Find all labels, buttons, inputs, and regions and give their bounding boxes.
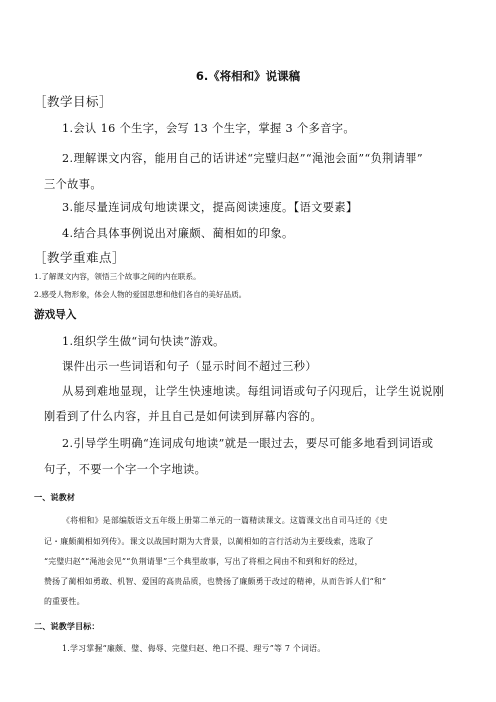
section1-line-3: “完璧归赵”“渑池会见”“负荆请罪”三个典型故事，写出了将相之间由不和到和好的经过，	[44, 557, 363, 566]
keypoints-heading: ［教学重难点］	[34, 250, 126, 265]
section2-heading: 二、说教学目标：	[34, 621, 100, 631]
goal-item-2-cont: 三个故事。	[44, 178, 102, 191]
intro-item-3: 从易到难地显现，让学生快速地读。每组词语或句子闪现后，让学生说说刚	[62, 385, 445, 398]
section1-line-2: 记・廉颇蔺相如列传》。课文以战国时期为大背景，以蔺相如的言行活动为主要线索，选取了	[44, 537, 374, 546]
keypoint-item-1: 1.了解课文内容，领悟三个故事之间的内在联系。	[34, 272, 201, 281]
goal-item-1: 1.会认 16 个生字，会写 13 个生字，掌握 3 个多音字。	[62, 122, 355, 135]
intro-item-1: 1.组织学生做“词句快读”游戏。	[62, 335, 225, 348]
intro-item-2: 课件出示一些词语和句子（显示时间不超过三秒）	[62, 360, 317, 373]
section1-heading: 一、说教材	[34, 492, 75, 502]
intro-heading: 游戏导入	[34, 309, 77, 321]
goal-item-3: 3.能尽量连词成句地读课文，提高阅读速度。【语文要素】	[62, 201, 358, 214]
keypoint-item-2: 2.感受人物形象，体会人物的爱国思想和他们各自的美好品质。	[34, 290, 247, 299]
intro-item-4: 2.引导学生明确“连词成句地读”就是一眼过去，要尽可能多地看到词语或	[62, 437, 434, 450]
section1-line-1: 《将相和》是部编版语文五年级上册第二单元的一篇精读课文。这篇课文出自司马迁的《史	[62, 516, 388, 525]
section1-line-4: 赞扬了蔺相如勇敢、机智、爱国的高贵品质，也赞扬了廉颇勇于改过的精神，从而告诉人们“和”	[44, 577, 387, 586]
goal-item-2: 2.理解课文内容，能用自己的话讲述“完璧归赵”“渑池会面”“负荆请罪”	[62, 152, 424, 165]
goals-heading: ［教学目标］	[34, 94, 113, 109]
intro-item-4-cont: 句子，不要一个字一个字地读。	[44, 463, 207, 476]
section1-line-5: 的重要性。	[44, 597, 85, 606]
goal-item-4: 4.结合具体事例说出对廉颇、蔺相如的印象。	[62, 227, 294, 240]
intro-item-3-cont: 刚看到了什么内容，并且自己是如何读到屏幕内容的。	[44, 410, 323, 423]
section2-line-1: 1.学习掌握“廉颇、璧、侮辱、完璧归赵、绝口不提、理亏”等 7 个词语。	[62, 644, 326, 653]
document-title: 6.《将相和》说课稿	[195, 69, 301, 83]
